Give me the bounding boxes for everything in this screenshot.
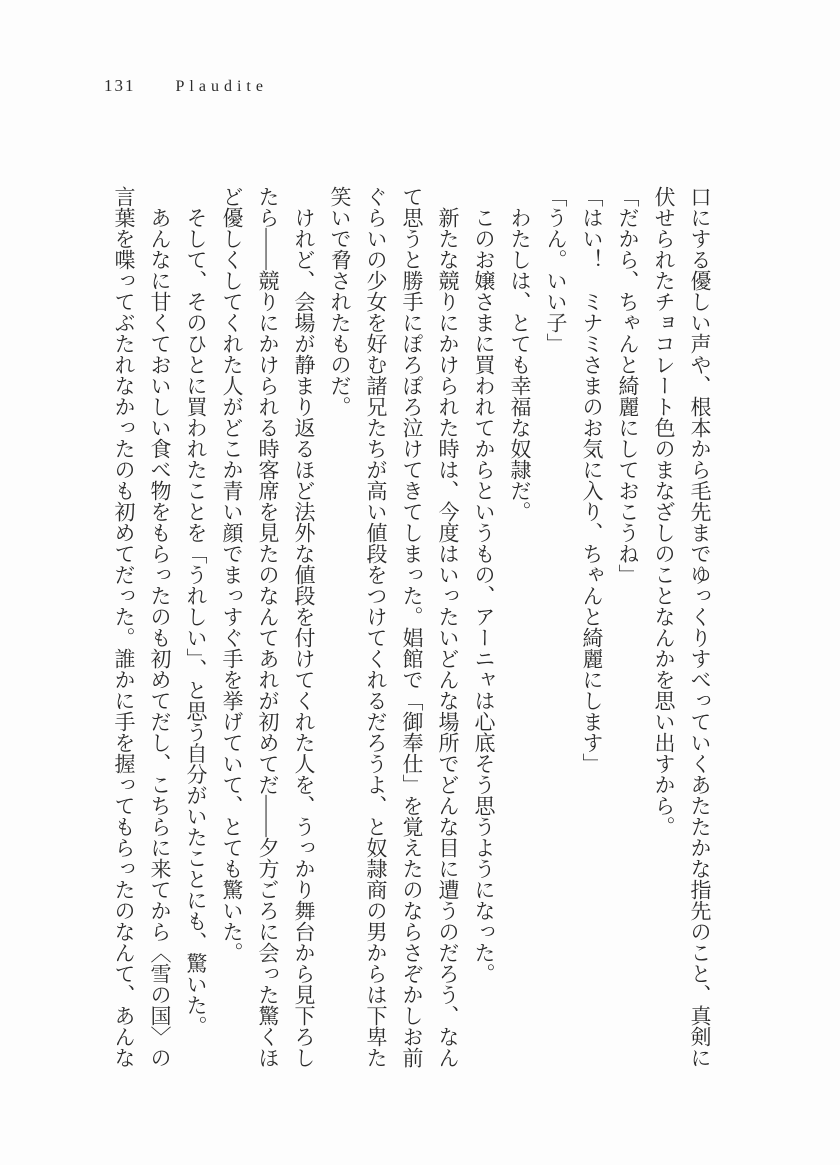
paragraph-dialogue: 「うん。いい子」 xyxy=(544,186,568,354)
paragraph: 口にする優しい声や、根本から毛先までゆっくりすべっていくあたたかな指先のこと、真剣に伏せられたチョコレート色のまなざしのことなんかを思い出すから。 xyxy=(652,186,712,1068)
running-title: Plaudite xyxy=(175,78,268,95)
paragraph: このお嬢さまに買われてからというもの、アーニャは心底そう思うようになった。 xyxy=(472,207,496,984)
paragraph: あんなに甘くておいしい食べ物をもらったのも初めてだし、こちらに来てから〈雪の国〉の言葉を喋ってぶたれなかったのも初めてだった。誰かに手を握ってもらったのなんて、あんな xyxy=(112,186,172,1068)
paragraph: わたしは、とても幸福な奴隷だ。 xyxy=(508,207,532,522)
page-number: 131 xyxy=(104,76,136,95)
paragraph: けれど、会場が静まり返るほど法外な値段を付けてくれた人を、うっかり舞台から見下ろしたら——競りにかけられる時客席を見たのなんてあれが初めてだ——夕方ごろに会った驚くほど優しくしてくれた人がどこか青い顔でまっすぐ手を挙げていて、とても驚いた。 xyxy=(220,186,316,1068)
page-header xyxy=(104,76,268,96)
paragraph-dialogue: 「だから、ちゃんと綺麗にしておこうね」 xyxy=(616,186,640,585)
vertical-text-block xyxy=(106,186,718,1068)
paragraph-dialogue: 「はい！ ミナミさまのお気に入り、ちゃんと綺麗にします」 xyxy=(580,186,604,774)
paragraph: そして、そのひとに買われたことを「うれしい」、と思う自分がいたことにも、驚いた。 xyxy=(184,207,208,1037)
paragraph: 新たな競りにかけられた時は、今度はいったいどんな場所でどんな目に遭うのだろう、なんて思うと勝手にぽろぽろ泣けてきてしまった。娼館で「御奉仕」を覚えたのならさぞかしお前ぐらいの少女を好む諸兄たちが高い値段をつけてくれるだろうよ、と奴隷商の男からは下卑た笑いで脅されたものだ。 xyxy=(328,186,460,1068)
